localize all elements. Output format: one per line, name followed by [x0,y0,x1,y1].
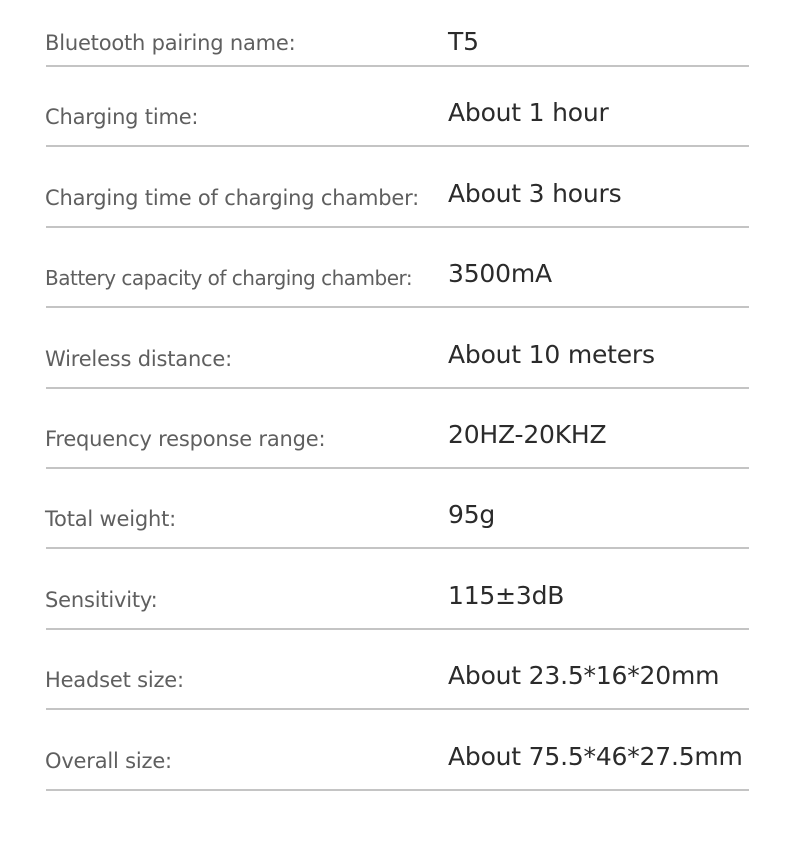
spec-row-chamber-battery [45,228,749,308]
spec-label: Battery capacity of charging chamber: [45,266,413,291]
row-divider [46,789,749,791]
spec-label: Total weight: [45,507,176,532]
spec-value: 20HZ-20KHZ [448,419,607,449]
spec-value: About 10 meters [448,339,655,369]
spec-label: Wireless distance: [45,346,232,371]
spec-row-total-weight [45,469,749,549]
spec-label: Headset size: [45,668,184,693]
spec-value: 95g [448,500,496,530]
spec-value: About 1 hour [448,98,609,128]
spec-row-wireless-distance [45,308,749,388]
spec-label: Charging time of charging chamber: [45,185,420,210]
spec-label: Charging time: [45,105,199,130]
spec-row-chamber-charging-time [45,147,749,227]
spec-row-bluetooth-name [45,0,749,67]
spec-label: Sensitivity: [45,587,158,612]
spec-row-frequency-response [45,389,749,469]
spec-label: Bluetooth pairing name: [45,31,296,55]
spec-row-sensitivity [45,549,749,629]
spec-value: T5 [448,27,479,56]
spec-value: About 75.5*46*27.5mm [448,741,743,771]
spec-value: 3500mA [448,259,552,289]
spec-row-headset-size [45,630,749,710]
spec-value: About 23.5*16*20mm [448,661,720,691]
spec-row-overall-size [45,710,749,790]
spec-label: Overall size: [45,748,172,773]
spec-value: 115±3dB [448,580,565,610]
spec-value: About 3 hours [448,178,622,208]
spec-label: Frequency response range: [45,426,326,451]
spec-table [45,0,749,791]
spec-row-charging-time [45,67,749,147]
